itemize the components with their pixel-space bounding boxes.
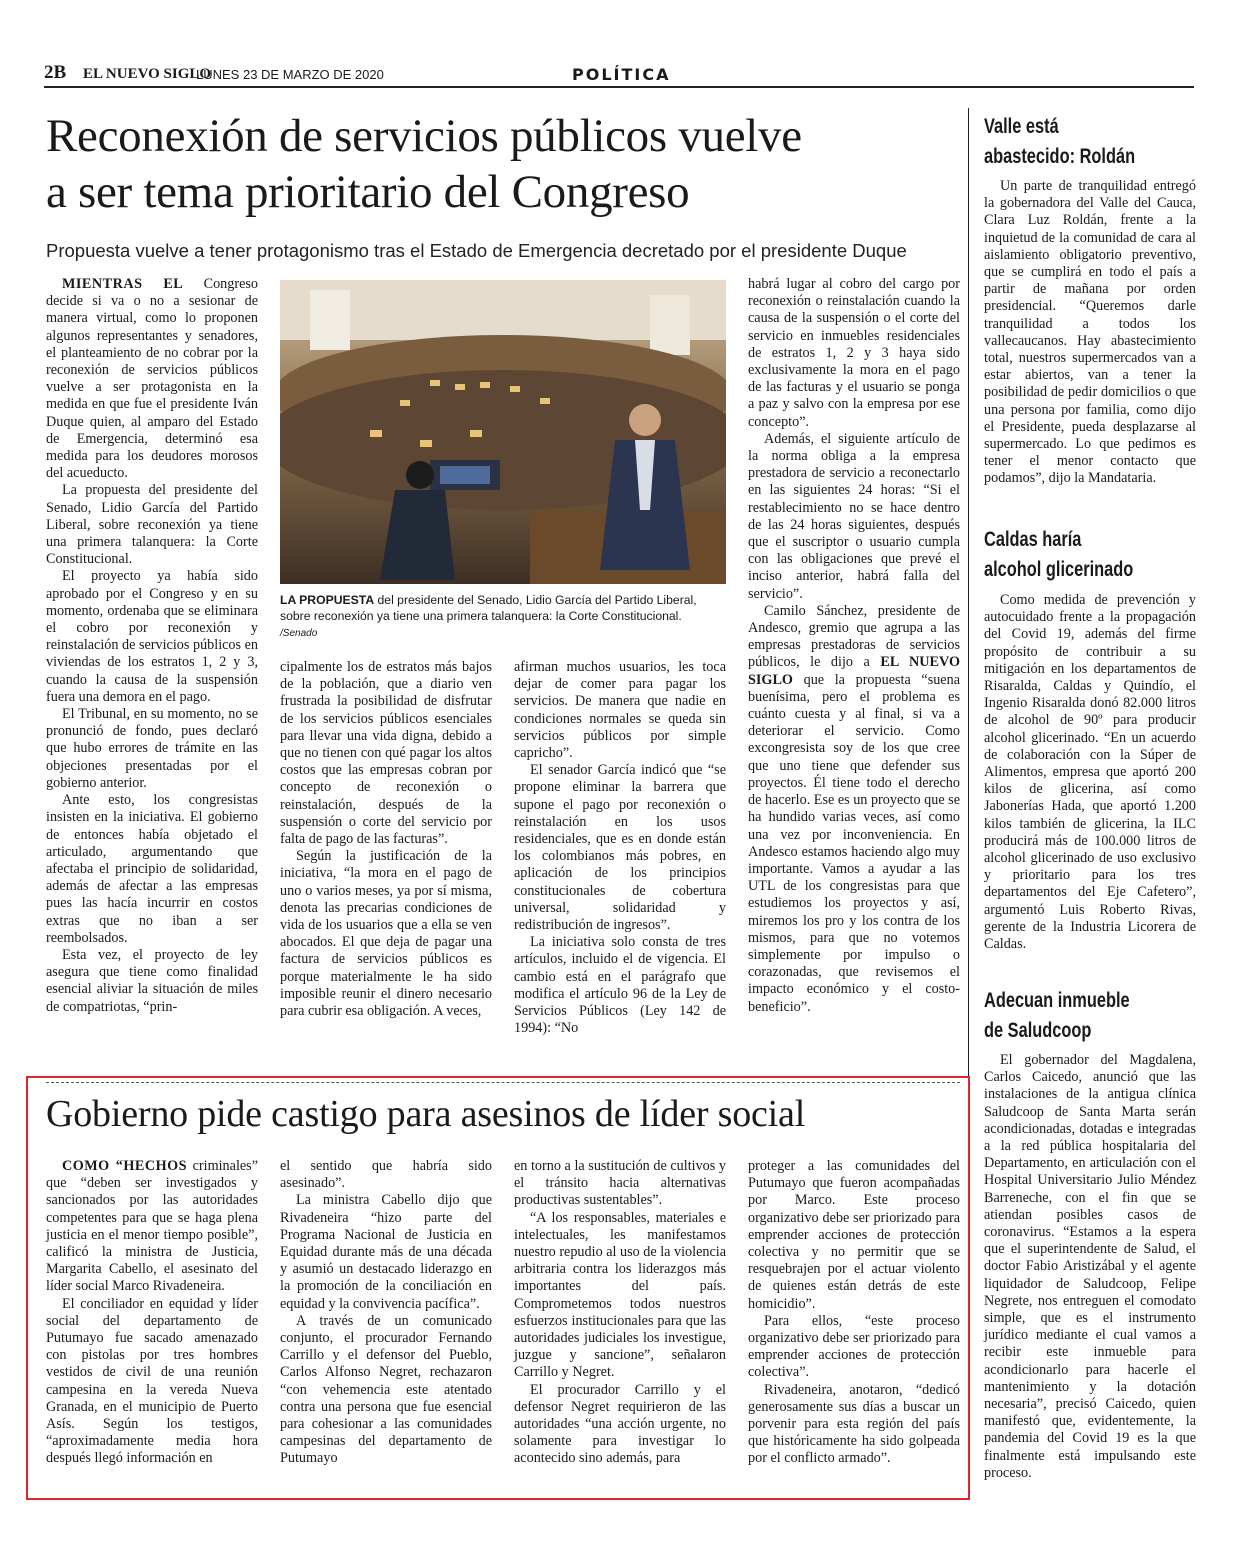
paragraph: El gobernador del Magdalena, Carlos Caicedo, anunció que las instalaciones de la antigua clínica Saludcoop de Santa Marta serán acondicionadas, dotadas e integradas a la red pública hospitalaria del Departamento, en articulación con el Hospital Universitario Julio Méndez Barreneche, con el fin que se atiendan posibles casos de coronavirus. “Estamos a la espera que el superintendente de Salud, el doctor Fabio Aristizábal y el agente liquidador de Saludcoop, Felipe Negrete, nos entreguen el comodato simple, que es el instrumento jurídico mediante el cual vamos a recibir este inmueble para acondicionarlo para hacerle el mantenimiento y la dotación necesaria”, precisó Caicedo, quien manifestó que, evidentemente, la pandemia del Covid 19 es la que finalmente está impulsando este proceso.	[984, 1052, 1196, 1481]
congress-photo-graphic	[280, 280, 726, 584]
paragraph: el sentido que habría sido asesinado”.	[280, 1158, 492, 1192]
paragraph: El procurador Carrillo y el defensor Negret requirieron de las autoridades “una acción urgente, no solamente para investigar lo acontecido sino además, para	[514, 1381, 726, 1467]
paragraph: El proyecto ya había sido aprobado por el Congreso y en su momento, ordenaba que se eliminara el cobro por reconexión y reinstalación de servicios públicos en viviendas de los estratos 1, 2 y 3, cuando la causa de la suspensión fuera una demora en el pago.	[46, 568, 258, 705]
caption-text: del presidente del Senado, Lidio García del Partido Liberal,	[374, 593, 697, 607]
paragraph: en torno a la sustitución de cultivos y el tránsito hacia alternativas productivas sustentables”.	[514, 1158, 726, 1209]
sidebar-story-1	[984, 178, 1196, 488]
paragraph: Camilo Sánchez, presidente de Andesco, gremio que agrupa a las empresas prestadoras de servicios públicos, le dijo a EL NUEVO SIGLO que la propuesta “suena buenísima, pero el problema es cuánto cuesta y al final, si va a deteriorar el servicio. Como excongresista soy de los que cree que uno tiene que defender sus proyectos. Él tiene todo el derecho de hacerlo. Ese es un proyecto que se ha hundido varias veces, así como una vez por inconveniencia. En Andesco estamos haciendo algo muy importante. Vamos a ayudar a las UTL de los congresistas para que estudiemos los proyectos y así, miremos los pro y los contra de los mismos, para que no votemos simplemente por impulso o corazonadas, que revisemos el impacto económico y el costo-beneficio”.	[748, 602, 960, 1015]
main-col-2	[280, 659, 492, 1020]
headline-line-1: Reconexión de servicios públicos vuelve	[46, 110, 802, 162]
second-col-2	[280, 1158, 492, 1468]
paragraph: La propuesta del presidente del Senado, Lidio García del Partido Liberal, sobre reconexión ya tiene una primera talanquera: la Corte Constitucional.	[46, 482, 258, 568]
headline-line-2: a ser tema prioritario del Congreso	[46, 166, 690, 218]
sidebar-story-2	[984, 592, 1196, 953]
main-col-3	[514, 659, 726, 1037]
paragraph: Esta vez, el proyecto de ley asegura que tiene como finalidad esencial aliviar la situación de miles de compatriotas, “prin-	[46, 946, 258, 1015]
page-number: 2B	[44, 62, 67, 83]
main-col-1	[46, 276, 258, 1016]
photo-credit: /Senado	[280, 628, 318, 639]
main-subhead: Propuesta vuelve a tener protagonismo tras el Estado de Emergencia decretado por el presidente Duque	[46, 240, 907, 261]
paragraph: proteger a las comunidades del Putumayo que fueron acompañadas por Marco. Este proceso organizativo debe ser priorizado para emprender acciones de protección colectiva y no permitir que se resquebrajen por el actuar violento de quienes están detrás de este homicidio”.	[748, 1158, 960, 1312]
caption-text-2: sobre reconexión ya tiene una primera talanquera: la Corte Constitucional.	[280, 609, 682, 623]
paragraph: La ministra Cabello dijo que Rivadeneira “hizo parte del Programa Nacional de Justicia en Equidad durante más de una década y asumió un destacado liderazgo en la promoción de la conciliación en equidad y la convivencia pacífica”.	[280, 1192, 492, 1312]
section-divider	[46, 1082, 960, 1083]
paragraph: A través de un comunicado conjunto, el procurador Fernando Carrillo y el defensor del Pueblo, Carlos Alfonso Negret, rechazaron “con vehemencia este atentado contra una persona que fue esencial para cohesionar a las comunidades campesinas del departamento de Putumayo	[280, 1312, 492, 1467]
paragraph: Como medida de prevención y autocuidado frente a la propagación del Covid 19, además del firme propósito de contribuir a su mitigación en los departamentos de Risaralda, Caldas y Quindío, el Ingenio Risaralda donó 82.000 litros de alcohol de 90º para producir alcohol glicerinado. “En un acuerdo de colaboración con la Súper de Alimentos, empresa que aportó 200 kilos de glicerina, así como Jabonerías Hada, que aportó 1.200 kilos también de glicerina, la ILC producirá más de 100.000 litros de alcohol glicerinado de uso exclusivo y prioritario para los tres departamentos del Eje Cafetero”, argumentó Luis Roberto Rivas, gerente de la Industria Licorera de Caldas.	[984, 592, 1196, 953]
congress-photo	[280, 280, 726, 584]
paragraph: cipalmente los de estratos más bajos de la población, que a diario ven frustrada la posibilidad de disfrutar de los servicios públicos esenciales para llevar una vida digna, debido a que no tienen con qué pagar los altos costos que las empresas cobran por concepto de reconexión o reinstalación, después de la suspensión o corte del servicio por falta de pago de las facturas”.	[280, 659, 492, 848]
paragraph: El senador García indicó que “se propone eliminar la barrera que supone el pago por reconexión o reinstalación en los usos residenciales, que es en donde están los colombianos más pobres, en aplicación de los principios constitucionales de cobertura universal, solidaridad y redistribución de ingresos”.	[514, 762, 726, 934]
newspaper-name: EL NUEVO SIGLO	[83, 66, 212, 82]
second-col-4	[748, 1158, 960, 1468]
paragraph: “A los responsables, materiales e intelectuales, les manifestamos nuestro repudio al uso de la violencia arbitraria contra los liderazgos más importantes del país. Comprometemos todos nuestros esfuerzos institucionales para que las autoridades judiciales los investigue, juzgue y sancione”, señalaron Carrillo y Negret.	[514, 1209, 726, 1381]
paragraph: El conciliador en equidad y líder social del departamento de Putumayo fue sacado amenazado con pistolas por tres hombres vestidos de civil de una reunión campesina en la vereda Nueva Granada, en el municipio de Puerto Asís. Según los testigos, “aproximadamente media hora después llegó información en	[46, 1295, 258, 1467]
main-headline	[46, 108, 966, 220]
masthead-rule	[44, 86, 1194, 88]
paragraph: criminales” que “deben ser investigados y sancionados por las autoridades competentes para que se haga plena justicia en el menor tiempo posible”, calificó la ministra de Justicia, Margarita Cabello, el asesinato del líder social Marco Rivadeneira.	[46, 1158, 258, 1295]
sidebar	[984, 112, 1196, 172]
paragraph: Para ellos, “este proceso organizativo debe ser priorizado para emprender acciones de protección colectiva”.	[748, 1312, 960, 1381]
sidebar-title-1: Valle está abastecido: Roldán	[984, 115, 1136, 168]
second-col-1	[46, 1158, 258, 1468]
section-label: POLÍTICA	[572, 65, 671, 84]
sidebar-title-2: Caldas haría alcohol glicerinado	[984, 528, 1134, 581]
paragraph: Un parte de tranquilidad entregó la gobernadora del Valle del Cauca, Clara Luz Roldán, frente a la inquietud de la comunidad de cara al aislamiento obligatorio preventivo, que se cumplirá en todo el país a partir de mañana por orden presidencial. “Queremos darle tranquilidad a todos los vallecaucanos. Hay abastecimiento total, nuestros supermercados van a estar abiertos, van a tener la posibilidad de pedir domicilios o que una persona por familia, como dijo el Presidente, pueda desplazarse al supermercado. Lo que pedimos es tener el menor contacto que podamos”, dijo la Mandataria.	[984, 178, 1196, 487]
second-headline: Gobierno pide castigo para asesinos de líder social	[46, 1093, 806, 1135]
lead-in: COMO “HECHOS	[62, 1158, 188, 1174]
paragraph: Según la justificación de la iniciativa, “la mora en el pago de uno o varios meses, ya por sí misma, denota las precarias condiciones de vida de los usuarios que a ella se ven abocados. El que deja de pagar una factura de servicios públicos es porque materialmente le ha sido imposible reunir el dinero necesario para cubrir esa obligación. A veces,	[280, 848, 492, 1020]
paragraph: Además, el siguiente artículo de la norma obliga a la empresa prestadora de servicio a reconectarlo en las siguientes 24 horas: “Si el restablecimiento no se hace dentro de las 24 horas siguientes, después que el suscriptor o usuario cumpla con las obligaciones que prevé el inciso anterior, habrá falla del servicio”.	[748, 430, 960, 602]
sidebar-title-3: Adecuan inmueble de Saludcoop	[984, 989, 1130, 1042]
sidebar-story-3	[984, 1052, 1196, 1482]
paragraph: afirman muchos usuarios, les toca dejar de comer para pagar los servicios. De manera que nadie en condiciones normales se queda sin servicios públicos por simple capricho”.	[514, 659, 726, 762]
lead-in: MIENTRAS EL	[62, 276, 184, 292]
newspaper-mention: EL NUEVO SIGLO	[748, 654, 960, 688]
main-col-4	[748, 276, 960, 1016]
issue-date: LUNES 23 DE MARZO DE 2020	[196, 67, 384, 82]
paragraph: Congreso decide si va o no a sesionar de manera virtual, como lo proponen algunos representantes y senadores, el planteamiento de no cobrar por la reconexión de servicios públicos vuelve a ser protagonista en la medida en que fue el presidente Iván Duque quien, al amparo del Estado de Emergencia, determinó esa medida para los deudores morosos del acueducto.	[46, 276, 258, 482]
caption-lead: LA PROPUESTA	[280, 593, 375, 607]
paragraph: El Tribunal, en su momento, no se pronunció de fondo, pues declaró que hubo errores de trámite en las objeciones presentadas por el gobierno anterior.	[46, 706, 258, 791]
photo-caption	[280, 592, 730, 624]
paragraph: habrá lugar al cobro del cargo por reconexión o reinstalación cuando la causa de la suspensión o el corte del servicio en inmuebles residenciales de estratos 1, 2 y 3 haya sido exclusivamente la mora en el pago de las facturas y el usuario se ponga a paz y salvo con la empresa por ese concepto”.	[748, 276, 960, 430]
second-col-3	[514, 1158, 726, 1468]
paragraph: Ante esto, los congresistas insisten en la iniciativa. El gobierno de entonces había objetado el articulado, argumentando que afectaba el principio de solidaridad, además de afectar a las empresas pues las hacía incurrir en costos extras que no iban a ser reembolsados.	[46, 792, 258, 946]
paragraph: La iniciativa solo consta de tres artículos, incluido el de vigencia. El cambio está en el parágrafo que modifica el artículo 96 de la Ley de Servicios Públicos (Ley 142 de 1994): “No	[514, 934, 726, 1037]
paragraph: Rivadeneira, anotaron, “dedicó generosamente sus días a buscar un porvenir para esta región del país que históricamente ha sido golpeada por el conflicto armado”.	[748, 1381, 960, 1467]
